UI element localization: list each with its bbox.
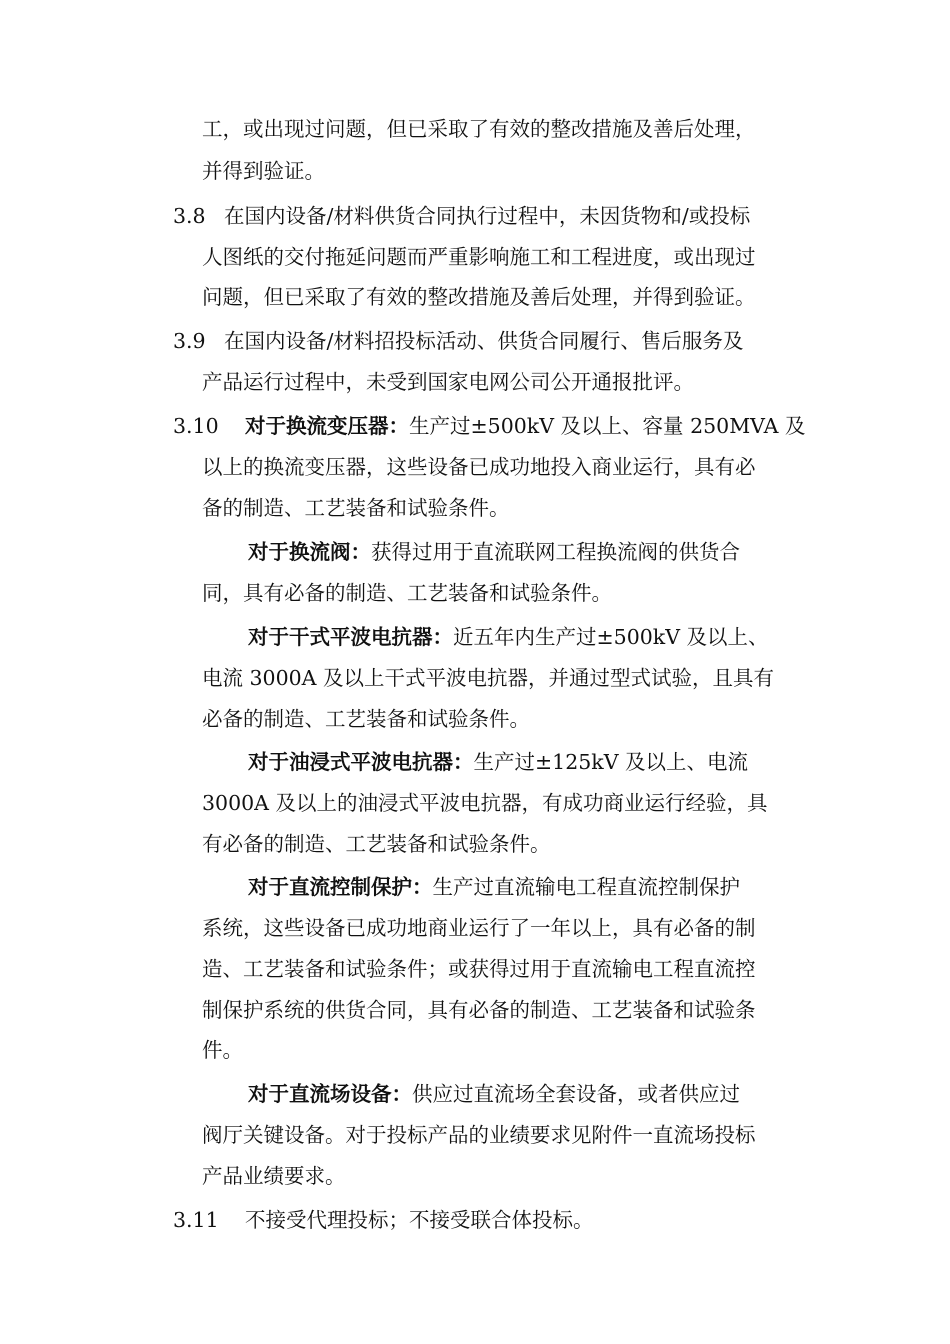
- dry-reactor-line: 电流 3000A 及以上干式平波电抗器，并通过型式试验，且具有: [202, 666, 775, 690]
- clause-3-9-line: 在国内设备/材料招投标活动、供货合同履行、售后服务及: [224, 329, 744, 353]
- dc-control-line: 生产过直流输电工程直流控制保护: [432, 875, 740, 899]
- oil-reactor-lead: 对于油浸式平波电抗器：: [248, 750, 474, 774]
- valve-first-line: [248, 538, 740, 566]
- clause-3-10-lead: 对于换流变压器：: [245, 414, 409, 438]
- dc-yard-first-line: [248, 1080, 740, 1108]
- oil-reactor-first-line: [248, 748, 748, 776]
- dry-reactor-first-line: [248, 623, 769, 651]
- clause-number-3-11: 3.11: [173, 1208, 219, 1232]
- dc-control-line: 造、工艺装备和试验条件；或获得过用于直流输电工程直流控: [202, 957, 756, 981]
- clause-3-10-line: 备的制造、工艺装备和试验条件。: [202, 496, 510, 520]
- clause-3-9-line: 产品运行过程中，未受到国家电网公司公开通报批评。: [202, 370, 694, 394]
- dc-control-line: 制保护系统的供货合同，具有必备的制造、工艺装备和试验条: [202, 998, 756, 1022]
- clause-3-8-line: 在国内设备/材料供货合同执行过程中，未因货物和/或投标: [224, 204, 751, 228]
- clause-3-8-line: 问题，但已采取了有效的整改措施及善后处理，并得到验证。: [202, 285, 756, 309]
- oil-reactor-line: 有必备的制造、工艺装备和试验条件。: [202, 832, 551, 856]
- clause-3-10-line: 以上的换流变压器，这些设备已成功地投入商业运行，具有必: [202, 455, 756, 479]
- valve-line: 获得过用于直流联网工程换流阀的供货合: [371, 540, 740, 564]
- dry-reactor-line: 必备的制造、工艺装备和试验条件。: [202, 707, 530, 731]
- dc-control-line: 件。: [202, 1038, 243, 1062]
- dry-reactor-line: 近五年内生产过±500kV 及以上、: [453, 625, 769, 649]
- dc-yard-line: 供应过直流场全套设备，或者供应过: [412, 1082, 740, 1106]
- dc-yard-lead: 对于直流场设备：: [248, 1082, 412, 1106]
- oil-reactor-line: 3000A 及以上的油浸式平波电抗器，有成功商业运行经验，具: [202, 791, 768, 815]
- clause-number-3-8: 3.8: [173, 204, 206, 228]
- paragraph-line: 并得到验证。: [202, 159, 325, 183]
- clause-number-3-9: 3.9: [173, 329, 206, 353]
- valve-line: 同，具有必备的制造、工艺装备和试验条件。: [202, 581, 612, 605]
- valve-lead: 对于换流阀：: [248, 540, 371, 564]
- dc-control-line: 系统，这些设备已成功地商业运行了一年以上，具有必备的制: [202, 916, 756, 940]
- clause-3-8-line: 人图纸的交付拖延问题而严重影响施工和工程进度，或出现过: [202, 245, 756, 269]
- clause-3-10-line: 生产过±500kV 及以上、容量 250MVA 及: [409, 414, 806, 438]
- clause-3-11-line: 不接受代理投标；不接受联合体投标。: [245, 1208, 594, 1232]
- paragraph-line: 工，或出现过问题，但已采取了有效的整改措施及善后处理，: [202, 117, 756, 141]
- oil-reactor-line: 生产过±125kV 及以上、电流: [473, 750, 749, 774]
- dc-control-lead: 对于直流控制保护：: [248, 875, 433, 899]
- dc-yard-line: 产品业绩要求。: [202, 1164, 346, 1188]
- dc-yard-line: 阀厅关键设备。对于投标产品的业绩要求见附件一直流场投标: [202, 1123, 756, 1147]
- dry-reactor-lead: 对于干式平波电抗器：: [248, 625, 453, 649]
- clause-3-10-first-line: [245, 412, 805, 440]
- dc-control-first-line: [248, 873, 740, 901]
- clause-number-3-10: 3.10: [173, 414, 219, 438]
